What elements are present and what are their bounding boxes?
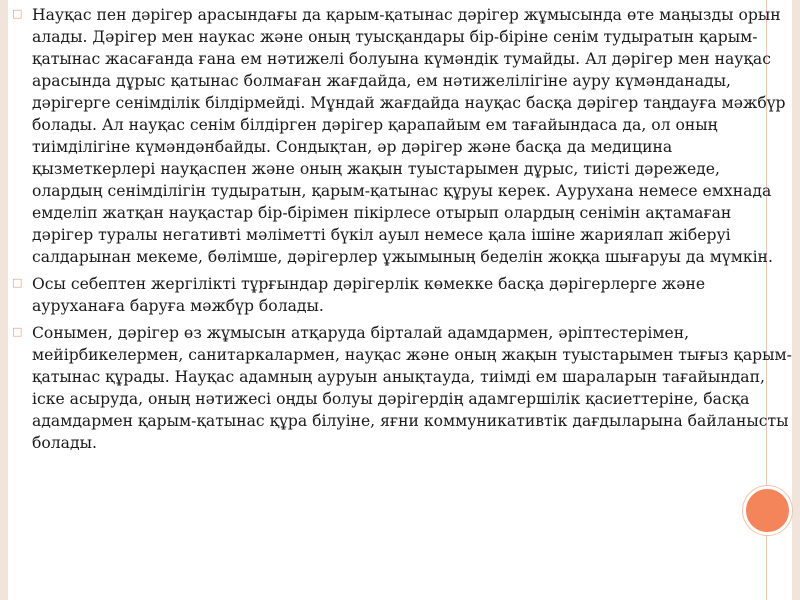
slide-body (12, 4, 794, 454)
hollow-square-bullet-icon: □ (12, 276, 23, 289)
left-border-stripe (0, 0, 8, 600)
hollow-square-bullet-icon: □ (12, 7, 23, 20)
orange-circle-decoration (743, 486, 792, 535)
bullet-paragraph (12, 273, 794, 317)
hollow-square-bullet-icon: □ (12, 325, 23, 338)
bullet-paragraph (12, 322, 794, 454)
bullet-paragraph (12, 4, 794, 268)
paragraph-text: Науқас пен дәрігер арасындағы да қарым-қатынас дәрігер жұмысында өте маңызды орын алады. Дәрігер мен наукас және оның туысқандары бір-біріне сенім тудыратын қарым-қатынас жасағанда ғана ем нәтижелі болуына күмәндік тумайды. Ал дәрігер мен науқас арасында дұрыс қатынас болмаған жағдайда, ем нәтижелілігіне ауру күмәнданады, дәрігерге сенімділік білдірмейді. Мұндай жағдайда науқас басқа дәрігер таңдауға мәжбүр болады. Ал науқас сенім білдірген дәрігер қарапайым ем тағайындаса да, ол оның тиімділігіне күмәндәнбайды. Сондықтан, әр дәрігер және басқа да медицина қызметкерлері науқаспен және оның жақын туыстарымен дұрыс, тиісті дәрежеде, олардың сенімділігін тудыратын, қарым-қатынас құруы керек. Аурухана немесе емхнада емделіп жатқан науқастар бір-бірімен пікірлесе отырып олардың сенімін ақтамаған дәрігер туралы негативті мәліметті бүкіл ауыл немесе қала ішіне жариялап жіберуі салдарынан мекеме, бөлімше, дәрігерлер ұжымының беделін жоққа шығаруы да мүмкін. (32, 6, 786, 266)
paragraph-text: Осы себептен жергілікті тұрғындар дәрігерлік көмекке басқа дәрігерлерге және ауруханаға баруға мәжбүр болады. (32, 275, 706, 315)
paragraph-text: Сонымен, дәрігер өз жұмысын атқаруда бірталай адамдармен, әріптестерімен, мейірбикелермен, санитаркалармен, науқас және оның жақын туыстарымен тығыз қарым-қатынас құрады. Науқас адамның ауруын анықтауда, тиімді ем шараларын тағайындап, іске асыруда, оның нәтижесі оңды болуы дәрігердің адамгершілік қасиеттеріне, басқа адамдармен қарым-қатынас құра білуіне, яғни коммуникативтік дағдыларына байланысты болады. (32, 324, 792, 452)
